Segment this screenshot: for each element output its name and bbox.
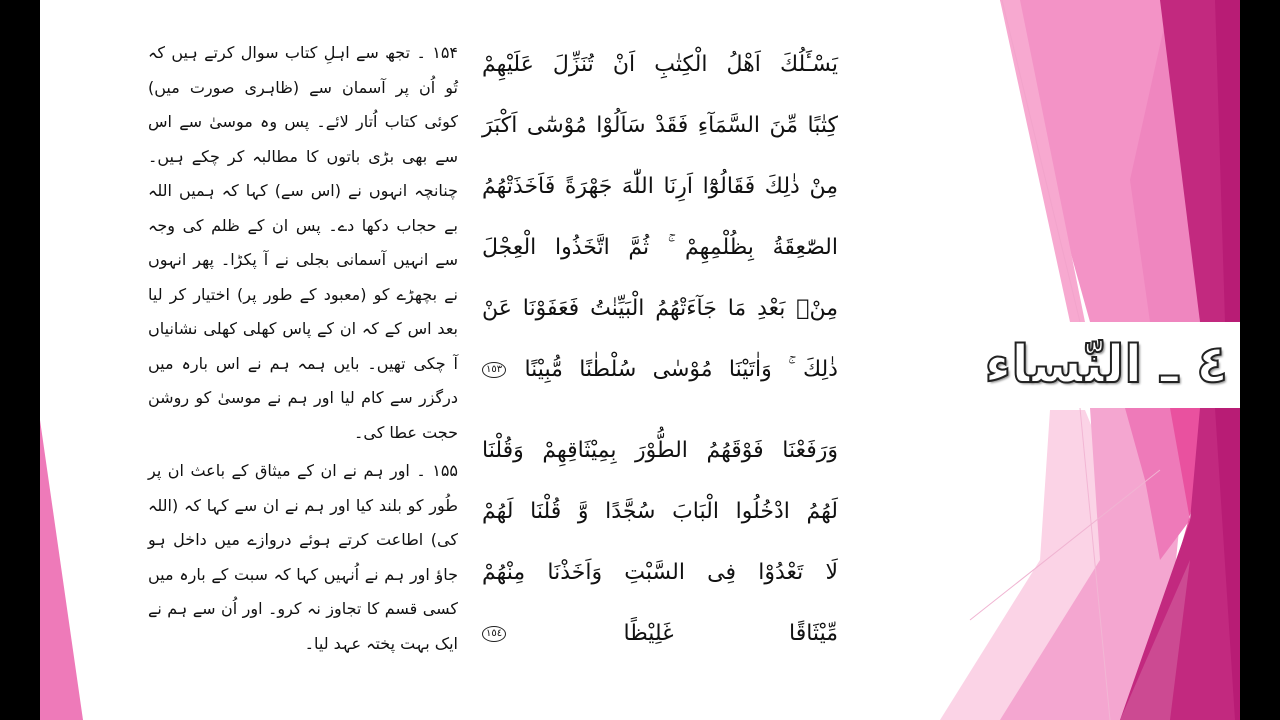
arabic-line-last <box>482 603 838 664</box>
urdu-paragraph-155: ۱۵۵ ۔ اور ہم نے ان کے میثاق کے باعث ان پر طُور کو بلند کیا اور ہم نے ان سے کہا کہ (اللہ کی) اطاعت کرتے ہوئے دروازے میں داخل ہو جاؤ اور ہم نے اُنہیں کہا کہ سبت کے بارہ میں کسی قسم کا تجاوز نہ کرو۔ اور اُن سے ہم نے ایک بہت پختہ عہد لیا۔ <box>148 461 458 653</box>
surah-title: ٤ ـ النّساء <box>984 335 1228 395</box>
surah-title-band <box>960 322 1240 408</box>
left-pink-sliver <box>40 420 83 720</box>
arabic-verses-column <box>482 34 838 664</box>
arabic-line: لَا تَعْدُوْا فِى السَّبْتِ وَاَخَذْنَا مِنْهُمْ <box>482 560 838 585</box>
urdu-translation-column <box>148 36 458 661</box>
presentation-slide <box>40 0 1240 720</box>
arabic-line: الصّٰعِقَةُ بِظُلْمِهِمْ ۚ ثُمَّ اتَّخَذُوا الْعِجْلَ <box>482 235 838 260</box>
arabic-line: مِنْۢ بَعْدِ مَا جَآءَتْهُمُ الْبَيِّنٰتُ فَعَفَوْنَا عَنْ <box>482 296 838 321</box>
urdu-paragraph-154: ۱۵۴ ۔ تجھ سے اہلِ کتاب سوال کرتے ہیں کہ تُو اُن پر آسمان سے (ظاہری صورت میں) کوئی کتاب اُتار لائے۔ پس وہ موسیٰ سے اس سے بھی بڑی باتوں کا مطالبہ کر چکے ہیں۔ چنانچہ انہوں نے (اس سے) کہا کہ ہمیں اللہ بے حجاب دکھا دے۔ پس ان کے ظلم کی وجہ سے انہیں آسمانی بجلی نے آ پکڑا۔ پھر انہوں نے بچھڑے کو (معبود کے طور پر) اختیار کر لیا بعد اس کے کہ ان کے پاس کھلی کھلی نشانیاں آ چکی تھیں۔ بایں ہمہ ہم نے اس بارہ میں درگزر سے کام لیا اور ہم نے موسیٰ کو روشن حجت عطا کی۔ <box>148 43 458 442</box>
arabic-line: وَرَفَعْنَا فَوْقَهُمُ الطُّوْرَ بِمِيْثَاقِهِمْ وَقُلْنَا <box>482 438 838 463</box>
arabic-line-text: ذٰلِكَ ۚ وَاٰتَيْنَا مُوْسٰى سُلْطٰنًا مُّبِيْنًا <box>524 357 838 382</box>
arabic-line: لَهُمُ ادْخُلُوا الْبَابَ سُجَّدًا وَّ قُلْنَا لَهُمْ <box>482 499 838 524</box>
arabic-line: كِتٰبًا مِّنَ السَّمَآءِ فَقَدْ سَاَلُوْا مُوْسٰٓى اَكْبَرَ <box>482 113 838 138</box>
arabic-line-last <box>482 339 838 400</box>
arabic-line: يَسْـَٔلُكَ اَهْلُ الْكِتٰبِ اَنْ تُنَزِّلَ عَلَيْهِمْ <box>482 52 838 77</box>
arabic-line: مِنْ ذٰلِكَ فَقَالُوْٓا اَرِنَا اللّٰهَ جَهْرَةً فَاَخَذَتْهُمُ <box>482 174 838 199</box>
ayah-number-marker: ١٥٤ <box>482 626 506 642</box>
arabic-line-text: مِّيْثَاقًا غَلِيْظًا <box>623 621 838 646</box>
ayah-number-marker: ١٥٣ <box>482 362 506 378</box>
arabic-block-verse-153 <box>482 34 838 400</box>
arabic-block-verse-154 <box>482 420 838 664</box>
